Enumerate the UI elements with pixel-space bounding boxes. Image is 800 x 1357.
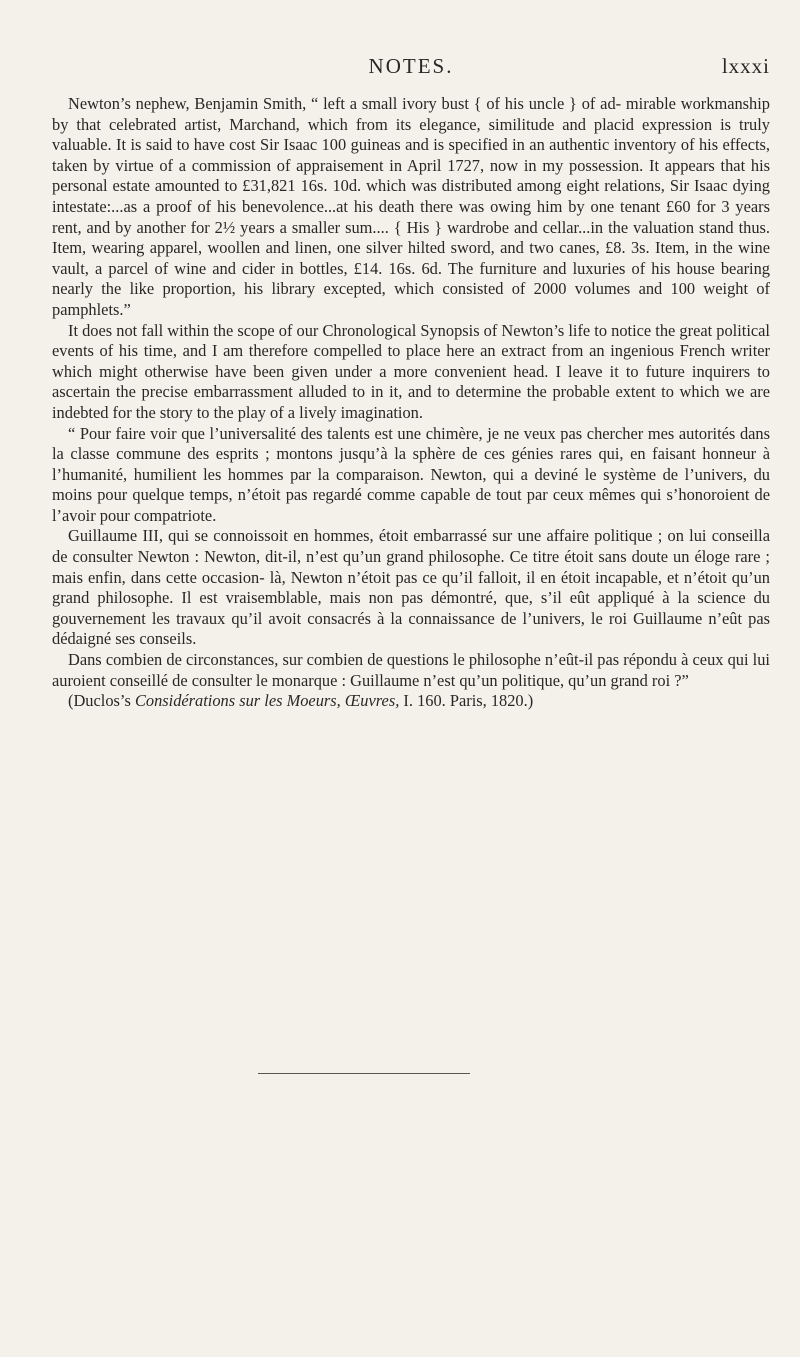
citation-prefix: (Duclos’s: [68, 691, 135, 711]
body-text: [52, 94, 770, 712]
citation: [52, 691, 770, 712]
running-head: [52, 54, 770, 82]
footer-rule: [258, 1073, 470, 1074]
paragraph-political-events: It does not fall within the scope of our Chronological Synopsis of Newton’s life to notice the great political events of his time, and I am therefore compelled to place here an extract from an ingenious French writer which might otherwise have been given under a more convenient head. I leave it to future inquirers to ascertain the precise embarrassment alluded to in it, and to determine the probable extent to which we are indebted for the story to the play of a lively imagination.: [52, 320, 770, 422]
running-title: NOTES.: [368, 54, 454, 78]
paragraph-guillaume: Guillaume III, qui se connoissoit en hommes, étoit embarrassé sur une affaire politique ; on lui conseilla de consulter Newton : Newton, dit-il, n’est qu’un grand philosophe. Ce titre étoit sans doute un éloge rare ; mais enfin, dans cette occasion- là, Newton n’étoit pas ce qu’il falloit, il en étoit incapable, et n’étoit qu’un grand philosophe. Il est vraisemblable, mais non pas démontré, que, s’il eût appliqué à la science du gouvernement les travaux qu’il avoit consacrés à la connaissance de l’univers, le roi Guillaume n’eût pas dédaigné ses conseils.: [52, 526, 770, 649]
citation-suffix: I. 160. Paris, 1820.): [399, 691, 534, 711]
page-number: lxxxi: [721, 54, 770, 78]
citation-work: Considérations sur les Moeurs, Œuvres,: [134, 691, 400, 711]
paragraph-newton-nephew: Newton’s nephew, Benjamin Smith, “ left a small ivory bust { of his uncle } of ad- mirable workmanship by that celebrated artist, Marchand, which from its elegance, similitude and placid expression is truly valuable. It is said to have cost Sir Isaac 100 guineas and is specified in an authentic inventory of his effects, taken by virtue of a commission of appraisement in April 1727, now in my possession. It appears that his personal estate amounted to £31,821 16s. 10d. which was distributed among eight relations, Sir Isaac dying intestate:...as a proof of his benevolence...at his death there was owing him by one tenant £60 for 3 years rent, and by another for 2½ years a smaller sum.... { His } wardrobe and cellar...in the valuation stand thus. Item, wearing apparel, woollen and linen, one silver hilted sword, and two canes, £8. 3s. Item, in the wine vault, a parcel of wine and cider in bottles, £14. 16s. 6d. The furniture and luxuries of his house bearing nearly the like proportion, his library excepted, which consisted of 2000 volumes and 100 weight of pamphlets.”: [52, 94, 770, 319]
paragraph-french-quote: “ Pour faire voir que l’universalité des talents est une chimère, je ne veux pas chercher mes autorités dans la classe commune des esprits ; montons jusqu’à la sphère de ces génies rares qui, en faisant honneur à l’humanité, humilient les hommes par la comparaison. Newton, qui a deviné le système de l’univers, du moins pour quelque temps, n’étoit pas regardé comme capable de tout par ceux mêmes qui s’honoroient de l’avoir pour compatriote.: [52, 423, 770, 525]
paragraph-combien: Dans combien de circonstances, sur combien de questions le philosophe n’eût-il pas répondu à ceux qui lui auroient conseillé de consulter le monarque : Guillaume n’est qu’un politique, qu’un grand roi ?”: [52, 650, 770, 690]
